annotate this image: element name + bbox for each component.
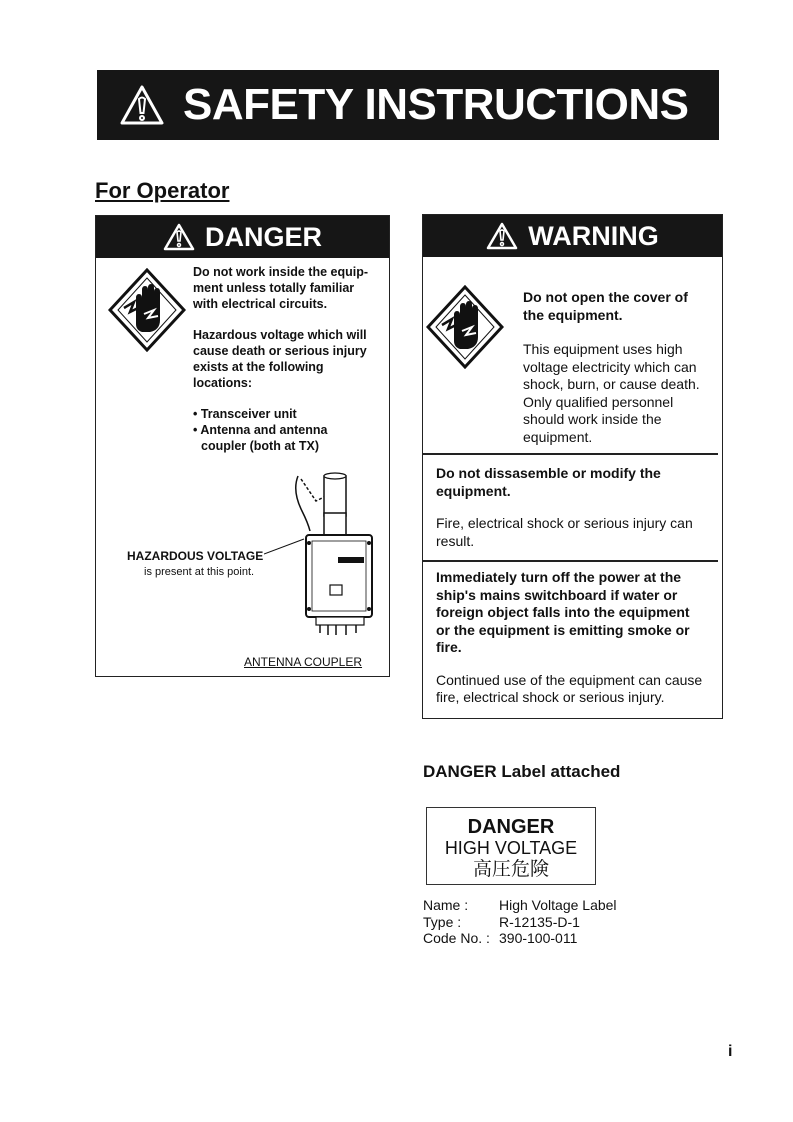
text-line: Fire, electrical shock or serious injury can	[436, 515, 693, 531]
warning-triangle-icon	[163, 222, 195, 252]
text-line: cause death or serious injury	[193, 344, 367, 358]
text-line: equipment.	[436, 482, 511, 499]
page-number: i	[728, 1043, 733, 1060]
label-line-voltage: HIGH VOLTAGE	[444, 838, 578, 858]
warning-section-cover	[523, 289, 719, 446]
label-section-title: DANGER Label attached	[423, 762, 621, 781]
spec-value: R-12135-D-1	[499, 913, 580, 930]
text-line: ment unless totally familiar	[193, 281, 355, 295]
text-line: foreign object falls into the equipment	[436, 604, 690, 620]
text-line: or the equipment is emitting smoke or	[436, 621, 690, 638]
divider	[423, 560, 718, 562]
text-line: This equipment uses high	[523, 341, 683, 357]
warning-triangle-icon	[119, 83, 165, 127]
spec-key: Name :	[423, 897, 469, 913]
warning-header-label: WARNING	[528, 220, 659, 251]
page-title: SAFETY INSTRUCTIONS	[183, 80, 689, 129]
text-line: Only qualified personnel	[523, 393, 674, 410]
text-line: Hazardous voltage which will	[193, 328, 367, 342]
text-line: locations:	[193, 376, 253, 390]
text-line: the equipment.	[523, 306, 623, 323]
text-line: Continued use of the equipment can cause	[436, 671, 703, 688]
divider	[423, 453, 718, 455]
text-line: Immediately turn off the power at the	[436, 569, 682, 585]
spec-key: Code No. :	[423, 930, 490, 946]
electric-shock-hazard-icon	[108, 268, 186, 352]
danger-label-sample	[426, 807, 596, 885]
bullet-item-continuation: coupler (both at TX)	[201, 439, 320, 453]
text-line: ship's mains switchboard if water or	[436, 586, 678, 603]
label-line-japanese: 高圧危険	[472, 858, 549, 880]
text-line: voltage electricity which can	[523, 358, 697, 375]
danger-header-label: DANGER	[204, 221, 322, 252]
text-line: should work inside the	[523, 411, 662, 427]
warning-box	[422, 214, 723, 719]
text-line: fire.	[436, 639, 462, 655]
text-line: shock, burn, or cause death.	[523, 376, 700, 392]
text-line: Do not work inside the equip-	[193, 265, 368, 279]
warning-triangle-icon	[486, 221, 518, 251]
spec-key: Type :	[423, 913, 462, 930]
bullet-item: • Transceiver unit	[193, 407, 297, 421]
text-line: fire, electrical shock or serious injury.	[436, 689, 665, 705]
warning-section-disassemble	[436, 465, 721, 550]
text-line: result.	[436, 532, 475, 549]
text-line: Do not dissasemble or modify the	[436, 465, 661, 481]
text-line: Do not open the cover of	[523, 289, 688, 305]
electric-shock-hazard-icon	[426, 285, 504, 369]
label-line-danger: DANGER	[467, 816, 555, 838]
danger-header	[96, 216, 389, 258]
safety-banner	[97, 70, 719, 140]
text-line: with electrical circuits.	[193, 297, 328, 311]
callout-leader-line	[264, 534, 314, 558]
figure-caption: ANTENNA COUPLER	[244, 655, 363, 669]
spec-value: High Voltage Label	[499, 897, 617, 913]
hazard-callout-subtitle: is present at this point.	[144, 566, 255, 578]
warning-header	[423, 215, 722, 257]
text-line: equipment.	[523, 428, 593, 445]
section-heading: For Operator	[95, 178, 230, 203]
bullet-item: • Antenna and antenna	[193, 423, 328, 437]
text-line: exists at the following	[193, 360, 324, 374]
danger-text-block	[193, 264, 383, 454]
spec-value: 390-100-011	[499, 930, 578, 946]
danger-box	[95, 215, 390, 677]
warning-section-power-off	[436, 569, 721, 707]
hazard-callout-title: HAZARDOUS VOLTAGE	[127, 549, 264, 563]
label-specs	[423, 897, 617, 947]
